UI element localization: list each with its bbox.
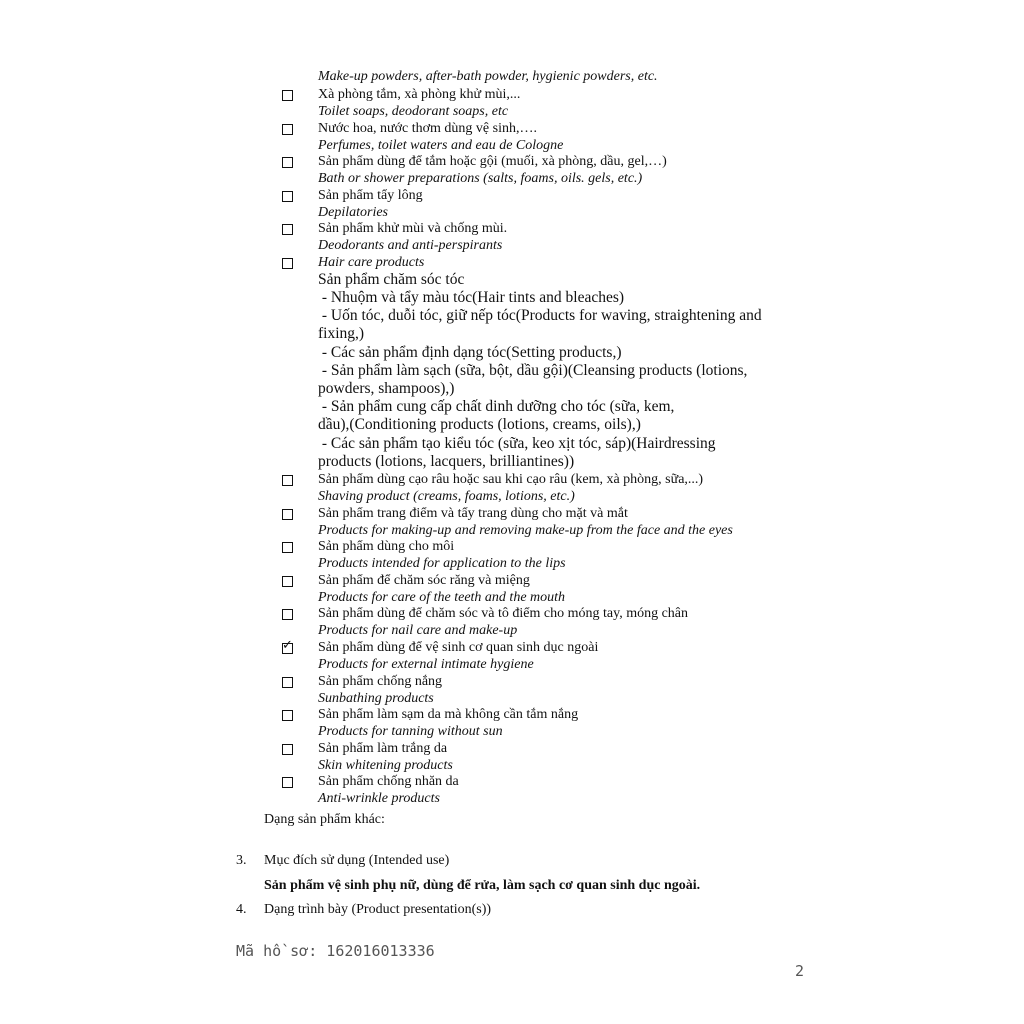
hair-care-line: products (lotions, lacquers, brilliantines)) — [318, 452, 575, 470]
section-3-answer: Sản phẩm vệ sinh phụ nữ, dùng để rửa, làm sạch cơ quan sinh dục ngoài. — [264, 878, 701, 893]
checkbox[interactable] — [282, 90, 293, 101]
item-label-en: Products for nail care and make-up — [318, 623, 518, 639]
item-label-en: Perfumes, toilet waters and eau de Cologne — [318, 137, 564, 153]
checkbox[interactable] — [282, 258, 293, 269]
checkbox[interactable] — [282, 157, 293, 168]
file-code: Mã hồ sơ: 162016013336 — [236, 942, 435, 960]
top-line: Make-up powders, after-bath powder, hygienic powders, etc. — [318, 69, 658, 84]
checkbox[interactable] — [282, 224, 293, 235]
other-forms-label: Dạng sản phẩm khác: — [264, 812, 385, 827]
checkbox[interactable] — [282, 677, 293, 688]
checkbox[interactable] — [282, 542, 293, 553]
item-label-vi: Sản phẩm dùng để tắm hoặc gội (muối, xà phòng, dầu, gel,…) — [318, 154, 667, 169]
item-label-en: Deodorants and anti-perspirants — [318, 238, 503, 253]
item-label-vi: Hair care products — [318, 254, 425, 270]
section-4-number: 4. — [236, 902, 247, 917]
checkbox[interactable] — [282, 475, 293, 486]
hair-care-line: fixing,) — [318, 325, 365, 343]
hair-care-line: powders, shampoos),) — [318, 380, 455, 397]
checkbox[interactable] — [282, 609, 293, 620]
item-label-en: Depilatories — [318, 204, 388, 220]
hair-care-line: dầu),(Conditioning products (lotions, creams, oils),) — [318, 416, 641, 434]
item-label-vi: Sản phẩm chống nhăn da — [318, 774, 459, 790]
item-label-vi: Sản phẩm dùng để vệ sinh cơ quan sinh dục ngoài — [318, 640, 599, 655]
item-label-vi: Sản phẩm dùng để chăm sóc và tô điểm cho móng tay, móng chân — [318, 606, 689, 622]
item-label-vi: Sản phẩm để chăm sóc răng và miệng — [318, 572, 530, 588]
item-label-vi: Sản phẩm chống nắng — [318, 673, 443, 689]
item-label-en: Products for external intimate hygiene — [318, 657, 534, 672]
checkbox[interactable] — [282, 710, 293, 721]
item-label-en: Anti-wrinkle products — [318, 791, 440, 807]
hair-care-line: - Sản phẩm làm sạch (sữa, bột, dầu gội)(Cleansing products (lotions, — [318, 361, 748, 379]
item-label-en: Products for care of the teeth and the mouth — [318, 589, 566, 605]
checkbox[interactable] — [282, 777, 293, 788]
item-label-vi: Nước hoa, nước thơm dùng vệ sinh,…. — [318, 120, 537, 136]
item-label-vi: Sản phẩm làm trắng da — [318, 740, 448, 756]
item-label-en: Bath or shower preparations (salts, foams, oils. gels, etc.) — [318, 171, 643, 186]
checkbox[interactable] — [282, 124, 293, 135]
item-label-vi: Sản phẩm khử mùi và chống mùi. — [318, 221, 508, 236]
hair-care-line: - Các sản phẩm tạo kiểu tóc (sữa, keo xịt tóc, sáp)(Hairdressing — [318, 434, 716, 452]
section-3-title: Mục đích sử dụng (Intended use) — [264, 853, 450, 868]
hair-care-line: - Sản phẩm cung cấp chất dinh dưỡng cho tóc (sữa, kem, — [318, 398, 675, 416]
hair-care-line: - Nhuộm và tẩy màu tóc(Hair tints and bleaches) — [318, 289, 625, 306]
item-label-vi: Sản phẩm dùng cho môi — [318, 539, 455, 555]
item-label-vi: Sản phẩm làm sạm da mà không cần tắm nắng — [318, 707, 579, 723]
hair-care-line: - Các sản phẩm định dạng tóc(Setting products,) — [318, 343, 622, 361]
item-label-vi: Xà phòng tắm, xà phòng khử mùi,... — [318, 87, 521, 102]
item-label-en: Products for making-up and removing make-up from the face and the eyes — [318, 522, 733, 538]
item-label-en: Products intended for application to the lips — [318, 556, 566, 572]
section-3-number: 3. — [236, 853, 247, 868]
checkbox[interactable] — [282, 576, 293, 587]
hair-care-title: Sản phẩm chăm sóc tóc — [318, 271, 465, 288]
section-4-title: Dạng trình bày (Product presentation(s)) — [264, 902, 492, 917]
item-label-en: Products for tanning without sun — [318, 724, 503, 740]
item-label-vi: Sản phẩm trang điểm và tẩy trang dùng cho mặt và mắt — [318, 505, 628, 521]
checkbox[interactable] — [282, 191, 293, 202]
checkbox[interactable] — [282, 638, 293, 654]
checkmark-icon: ✓ — [282, 638, 293, 653]
item-label-en: Sunbathing products — [318, 690, 434, 706]
checkbox[interactable] — [282, 744, 293, 755]
checkbox[interactable] — [282, 509, 293, 520]
hair-care-line: - Uốn tóc, duỗi tóc, giữ nếp tóc(Products for waving, straightening and — [318, 307, 762, 325]
item-label-vi: Sản phẩm tẩy lông — [318, 187, 423, 203]
page-number: 2 — [795, 962, 805, 980]
item-label-en: Shaving product (creams, foams, lotions, etc.) — [318, 489, 575, 504]
item-label-en: Toilet soaps, deodorant soaps, etc — [318, 104, 509, 119]
item-label-en: Skin whitening products — [318, 757, 453, 773]
item-label-vi: Sản phẩm dùng cạo râu hoặc sau khi cạo râu (kem, xà phòng, sữa,...) — [318, 472, 704, 487]
